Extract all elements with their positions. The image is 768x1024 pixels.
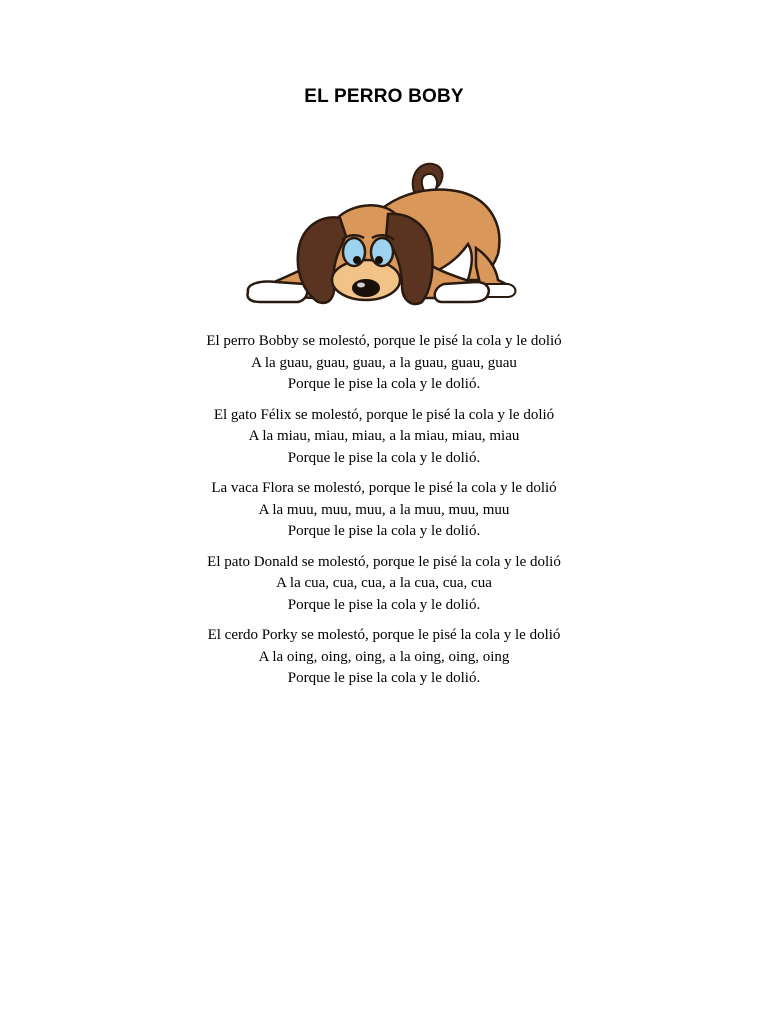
poem-line: Porque le pise la cola y le dolió. [287, 376, 481, 392]
poem-text [0, 331, 768, 699]
poem-line: A la guau, guau, guau, a la guau, guau, guau [251, 354, 517, 371]
stanza [0, 405, 768, 470]
stanza [0, 331, 768, 396]
poem-line: El pato Donald se molestó, porque le pisé la cola y le dolió [207, 553, 561, 570]
poem-line: El perro Bobby se molestó, porque le pisé la cola y le dolió [206, 333, 562, 349]
poem-line: Porque le pise la cola y le dolió. [287, 523, 481, 539]
poem-line: El gato Félix se molestó, porque le pisé la cola y le dolió [213, 406, 555, 423]
stanza [0, 625, 768, 690]
poem-line: A la cua, cua, cua, a la cua, cua, cua [276, 575, 492, 591]
poem-line: La vaca Flora se molestó, porque le pisé la cola y le dolió [211, 480, 557, 496]
poem-line: A la muu, muu, muu, a la muu, muu, muu [258, 501, 510, 518]
poem-line: Porque le pise la cola y le dolió. [287, 670, 481, 686]
stanza [0, 552, 768, 617]
poem-line: A la miau, miau, miau, a la miau, miau, miau [248, 428, 520, 444]
poem-line: Porque le pise la cola y le dolió. [287, 596, 481, 613]
page-title: EL PERRO BOBY [304, 86, 464, 107]
poem-line: Porque le pise la cola y le dolió. [287, 449, 481, 466]
poem-line: A la oing, oing, oing, a la oing, oing, oing [258, 648, 510, 665]
poem-line: El cerdo Porky se molestó, porque le pisé la cola y le dolió [207, 627, 561, 643]
stanza [0, 478, 768, 543]
cartoon-dog-icon [236, 156, 526, 316]
